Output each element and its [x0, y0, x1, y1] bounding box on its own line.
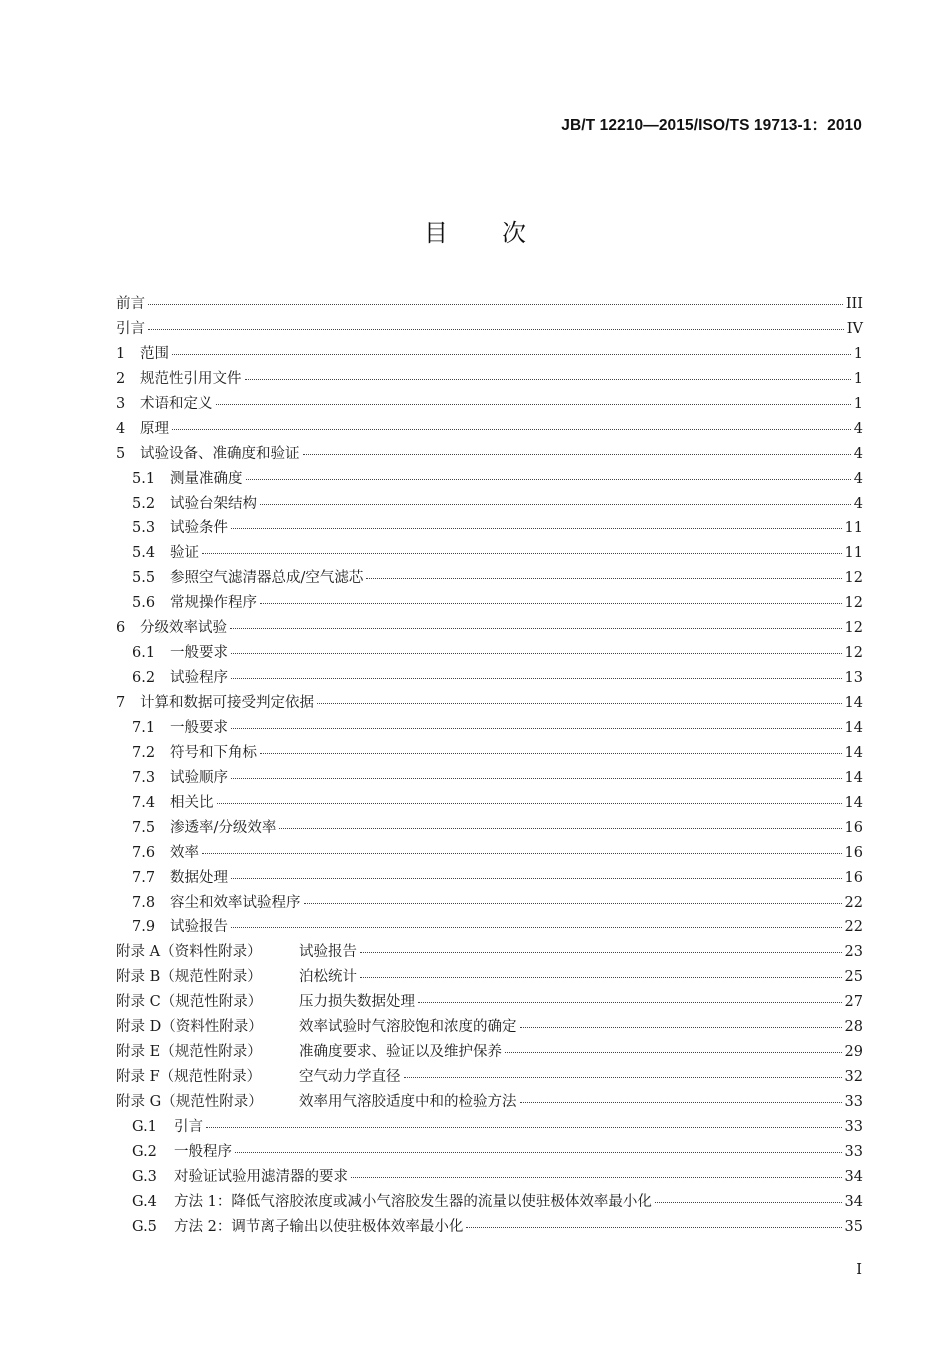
- toc-entry[interactable]: [116, 716, 863, 741]
- toc-entry[interactable]: [116, 965, 863, 990]
- toc-entry-page: 32: [844, 1069, 863, 1086]
- toc-entry-number: 附录 D（资料性附录）: [116, 1019, 263, 1036]
- toc-entry[interactable]: [116, 467, 863, 492]
- toc-entry-page: 16: [844, 869, 863, 886]
- toc-entry-title: 方法 2：调节离子输出以使驻极体效率最小化: [174, 1218, 464, 1235]
- toc-entry-title: 试验顺序: [170, 769, 228, 786]
- toc-entry-number: 7.5: [132, 819, 156, 836]
- toc-entry-page: 27: [844, 994, 863, 1011]
- toc-entry-title: 效率用气溶胶适度中和的检验方法: [299, 1094, 517, 1110]
- toc-entry-page: 4: [853, 445, 863, 462]
- dot-leader: [418, 1001, 842, 1003]
- toc-entry-number: 7.1: [132, 719, 156, 736]
- toc-entry-page: 12: [844, 620, 863, 637]
- toc-entry[interactable]: [116, 616, 863, 641]
- standard-code: JB/T 12210—2015/ISO/TS 19713-1：2010: [561, 117, 862, 134]
- page-number: I: [856, 1262, 862, 1278]
- dot-leader: [231, 877, 842, 879]
- toc-entry-page: 29: [844, 1044, 863, 1061]
- toc-entry[interactable]: [116, 1015, 863, 1040]
- toc-entry-number: 7.4: [132, 794, 156, 811]
- toc-entry-title: 效率: [170, 844, 199, 861]
- toc-entry-page: 22: [844, 919, 863, 936]
- toc-entry-number: 7.3: [132, 769, 156, 786]
- dot-leader: [404, 1076, 842, 1078]
- toc-entry-title: 验证: [170, 545, 199, 562]
- toc-entry-title: 容尘和效率试验程序: [170, 894, 301, 911]
- toc-entry-number: 4: [116, 420, 126, 437]
- toc-entry-title: 相关比: [170, 794, 214, 811]
- toc-entry-title: 数据处理: [170, 869, 228, 886]
- toc-entry-number: 7.8: [132, 894, 156, 911]
- dot-leader: [304, 902, 842, 904]
- toc-entry-number: 6.2: [132, 670, 156, 687]
- toc-entry-title: 试验报告: [170, 919, 228, 936]
- toc-entry-page: 12: [844, 570, 863, 587]
- toc-entry[interactable]: [116, 791, 863, 816]
- toc-entry-page: 14: [844, 794, 863, 811]
- toc-entry-number: 5.3: [132, 520, 156, 537]
- dot-leader: [231, 527, 842, 529]
- toc-entry-title: 符号和下角标: [170, 744, 257, 761]
- toc-entry-page: 12: [844, 645, 863, 662]
- toc-entry-page: 4: [853, 420, 863, 437]
- dot-leader: [231, 926, 842, 928]
- toc-entry[interactable]: [116, 866, 863, 891]
- toc-entry-number: 3: [116, 395, 126, 412]
- toc-entry-title: 试验程序: [170, 670, 228, 687]
- dot-leader: [172, 353, 851, 355]
- toc-entry-page: 16: [844, 819, 863, 836]
- toc-entry-title: 一般要求: [170, 645, 228, 662]
- toc-entry-number: G.5: [132, 1218, 157, 1235]
- toc-entry-title: 计算和数据可接受判定依据: [140, 695, 314, 711]
- toc-entry-number: 附录 G（规范性附录）: [116, 1094, 263, 1110]
- dot-leader: [216, 403, 851, 405]
- dot-leader: [206, 1126, 842, 1128]
- toc-entry[interactable]: [116, 990, 863, 1015]
- toc-entry[interactable]: [116, 1140, 863, 1165]
- toc-entry-title: 试验台架结构: [170, 495, 257, 512]
- toc-entry-title: 原理: [140, 420, 169, 437]
- toc-entry-page: 14: [844, 695, 863, 711]
- dot-leader: [148, 303, 843, 305]
- toc-entry-title: 分级效率试验: [140, 620, 227, 637]
- toc-title: 目次: [424, 219, 580, 247]
- toc-entry[interactable]: [116, 442, 863, 467]
- dot-leader: [231, 677, 842, 679]
- dot-leader: [351, 1176, 842, 1178]
- toc-entry-page: 23: [844, 944, 863, 961]
- toc-entry[interactable]: [116, 516, 863, 541]
- toc-entry-page: 25: [844, 969, 863, 986]
- dot-leader: [360, 976, 842, 978]
- toc-entry-page: 35: [844, 1218, 863, 1235]
- toc-entry[interactable]: [116, 891, 863, 916]
- dot-leader: [655, 1201, 842, 1203]
- toc-entry[interactable]: [116, 417, 863, 442]
- toc-entry[interactable]: [116, 1190, 863, 1215]
- toc-entry-number: G.1: [132, 1118, 157, 1135]
- toc-entry-page: 1: [853, 345, 863, 362]
- toc-entry[interactable]: [116, 317, 863, 342]
- toc-entry-number: 附录 B（规范性附录）: [116, 969, 262, 986]
- toc-entry[interactable]: [116, 591, 863, 616]
- dot-leader: [260, 602, 842, 604]
- toc-entry-page: 14: [844, 769, 863, 786]
- toc-entry-title: 引言: [116, 320, 145, 337]
- dot-leader: [520, 1101, 842, 1103]
- toc-entry-title: 准确度要求、验证以及维护保养: [299, 1044, 502, 1061]
- toc-entry-title: 对验证试验用滤清器的要求: [174, 1168, 348, 1185]
- toc-entry[interactable]: [116, 1115, 863, 1140]
- dot-leader: [505, 1051, 842, 1053]
- dot-leader: [260, 503, 851, 505]
- toc-entry-number: G.2: [132, 1143, 157, 1160]
- toc-entry-title: 效率试验时气溶胶饱和浓度的确定: [299, 1019, 517, 1036]
- toc-entry[interactable]: [116, 841, 863, 866]
- toc-entry[interactable]: [116, 1165, 863, 1190]
- dot-leader: [366, 577, 841, 579]
- dot-leader: [520, 1026, 842, 1028]
- dot-leader: [172, 428, 851, 430]
- dot-leader: [202, 552, 842, 554]
- toc-entry-title: 常规操作程序: [170, 595, 257, 612]
- toc-entry-title: 渗透率/分级效率: [170, 819, 277, 836]
- toc-entry-title: 规范性引用文件: [140, 370, 242, 387]
- toc-entry[interactable]: [116, 566, 863, 591]
- toc-entry-page: 28: [844, 1019, 863, 1036]
- toc-entry-title: 范围: [140, 345, 169, 362]
- toc-entry-number: 5.2: [132, 495, 156, 512]
- toc-entry-page: III: [845, 296, 863, 312]
- toc-entry-page: 11: [844, 520, 863, 537]
- toc-entry-number: 7.9: [132, 919, 156, 936]
- dot-leader: [202, 852, 842, 854]
- dot-leader: [231, 727, 842, 729]
- toc-entry-page: IV: [846, 320, 863, 337]
- dot-leader: [231, 652, 842, 654]
- toc-entry-title: 泊松统计: [299, 969, 357, 986]
- toc-entry-title: 参照空气滤清器总成/空气滤芯: [170, 570, 364, 587]
- toc-entry-number: 2: [116, 370, 126, 387]
- toc-entry-page: 16: [844, 844, 863, 861]
- toc-entry[interactable]: [116, 915, 863, 940]
- toc-entry-number: 5.1: [132, 470, 156, 487]
- toc-entry-number: G.3: [132, 1168, 157, 1185]
- dot-leader: [260, 752, 842, 754]
- dot-leader: [231, 777, 842, 779]
- dot-leader: [466, 1226, 841, 1228]
- toc-entry[interactable]: [116, 1065, 863, 1090]
- toc-entry-page: 34: [844, 1193, 863, 1210]
- toc-entry-page: 34: [844, 1168, 863, 1185]
- toc-entry-number: 附录 C（规范性附录）: [116, 994, 263, 1011]
- toc-entry-title: 引言: [174, 1118, 203, 1135]
- toc-entry[interactable]: [116, 641, 863, 666]
- toc-entry-page: 33: [844, 1118, 863, 1135]
- toc-entry-number: 附录 A（资料性附录）: [116, 944, 262, 961]
- toc-entry-page: 14: [844, 744, 863, 761]
- toc-entry[interactable]: [116, 392, 863, 417]
- toc-entry-number: G.4: [132, 1193, 157, 1210]
- toc-entry-page: 4: [853, 470, 863, 487]
- toc-entry[interactable]: [116, 691, 863, 716]
- toc-entry-title: 压力损失数据处理: [299, 994, 415, 1011]
- toc-entry[interactable]: [116, 766, 863, 791]
- dot-leader: [148, 328, 844, 330]
- toc-entry[interactable]: [116, 1215, 863, 1240]
- toc-entry-number: 7.2: [132, 744, 156, 761]
- dot-leader: [246, 478, 851, 480]
- toc-entry[interactable]: [116, 541, 863, 566]
- toc-entry[interactable]: [116, 367, 863, 392]
- toc-entry[interactable]: [116, 1090, 863, 1115]
- toc-entry-title: 试验报告: [299, 944, 357, 961]
- dot-leader: [245, 378, 851, 380]
- toc-entry[interactable]: [116, 666, 863, 691]
- dot-leader: [217, 802, 842, 804]
- toc-entry[interactable]: [116, 816, 863, 841]
- toc-entry-number: 7.7: [132, 869, 156, 886]
- toc-entry-page: 1: [853, 370, 863, 387]
- toc-entry-page: 11: [844, 545, 863, 562]
- toc-entry-title: 一般要求: [170, 719, 228, 736]
- toc-entry-title: 测量准确度: [170, 470, 243, 487]
- toc-entry[interactable]: [116, 342, 863, 367]
- toc-entry-number: 5.4: [132, 545, 156, 562]
- toc-entry-number: 7: [116, 695, 126, 711]
- toc-entry-page: 33: [844, 1094, 863, 1110]
- toc-entry-page: 14: [844, 719, 863, 736]
- toc-entry-page: 22: [844, 894, 863, 911]
- dot-leader: [279, 827, 841, 829]
- dot-leader: [360, 951, 842, 953]
- dot-leader: [230, 627, 842, 629]
- toc-entry-number: 6.1: [132, 645, 156, 662]
- dot-leader: [317, 702, 842, 704]
- toc-entry-number: 附录 F（规范性附录）: [116, 1069, 262, 1086]
- toc-entry-page: 13: [844, 670, 863, 687]
- toc-entry-page: 4: [853, 495, 863, 512]
- dot-leader: [303, 453, 851, 455]
- toc-entry[interactable]: [116, 741, 863, 766]
- toc-entry-number: 5.6: [132, 595, 156, 612]
- toc-entry[interactable]: [116, 292, 863, 317]
- toc-entry-title: 一般程序: [174, 1143, 232, 1160]
- toc-entry-page: 33: [844, 1143, 863, 1160]
- table-of-contents: [116, 292, 863, 1240]
- toc-entry-title: 方法 1：降低气溶胶浓度或减小气溶胶发生器的流量以使驻极体效率最小化: [174, 1193, 652, 1210]
- toc-entry-number: 7.6: [132, 844, 156, 861]
- toc-entry-page: 12: [844, 595, 863, 612]
- toc-entry-number: 5: [116, 445, 126, 462]
- toc-entry-title: 术语和定义: [140, 395, 213, 412]
- toc-entry-title: 空气动力学直径: [299, 1069, 401, 1086]
- toc-entry[interactable]: [116, 940, 863, 965]
- toc-entry-number: 5.5: [132, 570, 156, 587]
- toc-entry-number: 附录 E（规范性附录）: [116, 1044, 262, 1061]
- toc-entry[interactable]: [116, 1040, 863, 1065]
- dot-leader: [235, 1151, 842, 1153]
- toc-entry-number: 1: [116, 345, 126, 362]
- toc-entry-title: 试验设备、准确度和验证: [140, 445, 300, 462]
- toc-entry-title: 试验条件: [170, 520, 228, 537]
- toc-entry-title: 前言: [116, 296, 145, 312]
- toc-entry-page: 1: [853, 395, 863, 412]
- toc-entry[interactable]: [116, 492, 863, 517]
- toc-entry-number: 6: [116, 620, 126, 637]
